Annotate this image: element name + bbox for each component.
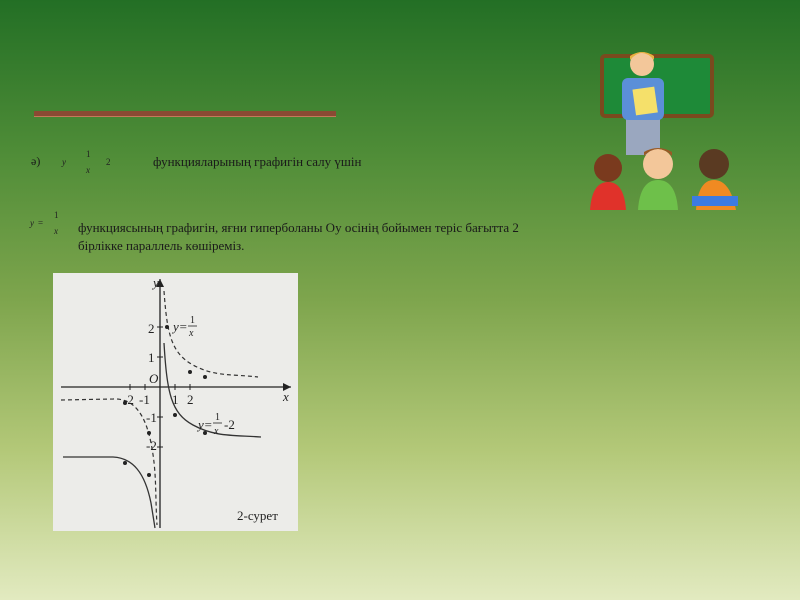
formula-denominator: x <box>86 165 90 175</box>
student-1-body <box>590 182 626 210</box>
decorative-rule <box>34 111 336 117</box>
x-axis-label: x <box>283 389 289 404</box>
formula-denominator: x <box>54 226 58 236</box>
tick-x-minus-2: -2 <box>123 392 134 407</box>
origin-label: O <box>149 371 159 386</box>
instruction-line-1: функцияларының графигін салу үшін <box>153 154 362 169</box>
hyperbola-graph <box>53 273 298 531</box>
curve-label-2-prefix: y= <box>198 417 213 432</box>
tick-y-1: 1 <box>148 350 155 365</box>
curve-label-2-den: x <box>214 426 219 437</box>
student-1-head <box>594 154 622 182</box>
tick-y-minus-2: -2 <box>146 438 157 453</box>
y-axis-label: y <box>153 275 159 290</box>
curve-label-1-num: 1 <box>190 315 195 326</box>
formula-y-1-over-x-minus-2 <box>62 145 122 177</box>
curve-shifted-left <box>63 457 155 528</box>
teacher-clipart <box>580 50 750 215</box>
figure-caption: 2-сурет <box>237 508 278 523</box>
student-3-head <box>699 149 729 179</box>
tick-x-1: 1 <box>172 392 179 407</box>
tick-y-2: 2 <box>148 321 155 336</box>
tick-x-minus-1: -1 <box>139 392 150 407</box>
teacher-paper <box>632 87 657 116</box>
curve-label-2-suffix: -2 <box>224 417 235 432</box>
formula-y-1-over-x <box>30 206 70 238</box>
formula-y: y <box>30 218 34 228</box>
curve-1-over-x-left <box>61 399 157 525</box>
curve-label-1-den: x <box>189 328 194 339</box>
formula-equals: = <box>38 218 44 228</box>
curve-label-1-prefix: y= <box>173 319 188 334</box>
curve-1-over-x-right <box>164 291 258 377</box>
graph-canvas <box>53 273 298 531</box>
tick-x-2: 2 <box>187 392 194 407</box>
item-label: ә) <box>31 154 41 168</box>
formula-constant: 2 <box>106 157 111 167</box>
formula-y: y <box>62 157 66 167</box>
formula-numerator: 1 <box>86 149 91 159</box>
student-2-head <box>643 149 673 179</box>
instruction-line-2: функциясының графигін, яғни гиперболаны Оу осінің бойымен теріс бағытта 2 бірлікке параллель көшіреміз. <box>78 220 519 253</box>
curve-label-2-num: 1 <box>215 412 220 423</box>
formula-numerator: 1 <box>54 210 59 220</box>
student-2-body <box>638 180 678 210</box>
tick-y-minus-1: -1 <box>146 410 157 425</box>
